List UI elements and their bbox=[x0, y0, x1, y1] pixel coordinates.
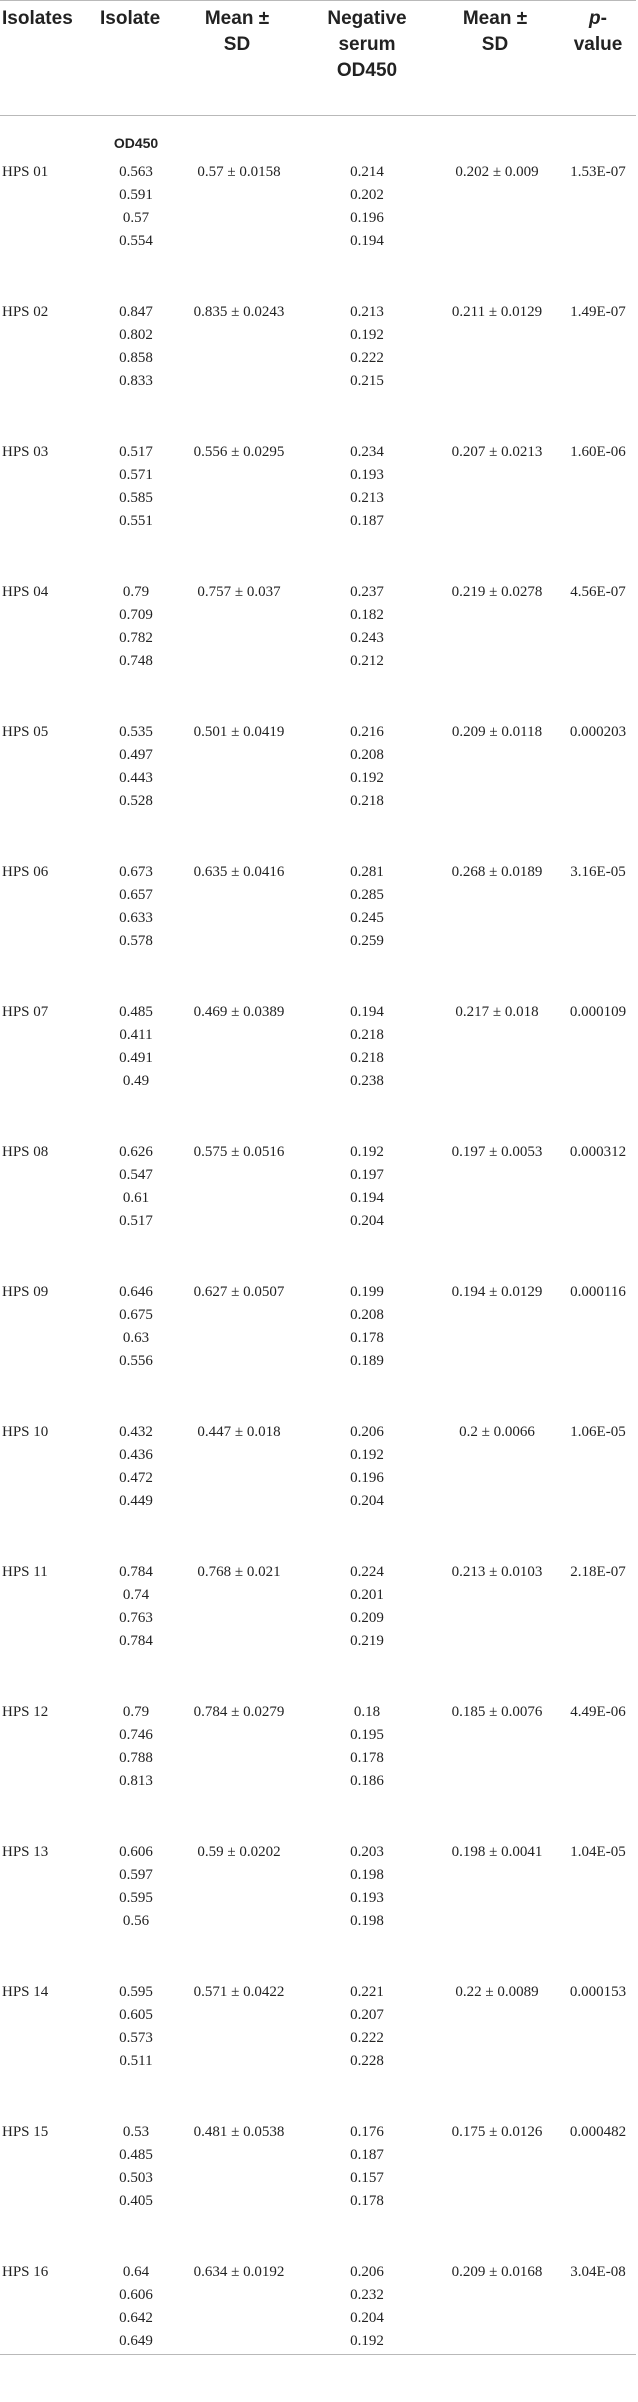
table-row-group bbox=[0, 1142, 636, 1282]
negative-mean-sd: 0.217 ± 0.018 bbox=[455, 1004, 539, 1020]
negative-serum-od450-value: 0.194 bbox=[350, 1190, 384, 1206]
negative-serum-od450-value: 0.204 bbox=[350, 2310, 384, 2326]
isolate-mean-sd: 0.635 ± 0.0416 bbox=[193, 864, 285, 880]
negative-serum-od450-value: 0.18 bbox=[353, 1704, 381, 1720]
isolate-od450-value: 0.411 bbox=[119, 1027, 153, 1043]
isolate-od450-value: 0.573 bbox=[119, 2030, 153, 2046]
header-mean-sd-line1: Mean ± bbox=[204, 8, 270, 29]
negative-mean-sd: 0.22 ± 0.0089 bbox=[455, 1984, 539, 2000]
negative-serum-od450-value: 0.193 bbox=[350, 467, 384, 483]
table-row-group bbox=[0, 2262, 636, 2402]
negative-serum-od450-value: 0.216 bbox=[350, 724, 384, 740]
negative-serum-od450-value: 0.218 bbox=[350, 1050, 384, 1066]
negative-mean-sd: 0.219 ± 0.0278 bbox=[451, 584, 543, 600]
p-value: 2.18E-07 bbox=[570, 1564, 626, 1580]
isolate-od450-value: 0.802 bbox=[119, 327, 153, 343]
isolate-mean-sd: 0.571 ± 0.0422 bbox=[193, 1984, 285, 2000]
negative-serum-od450-value: 0.207 bbox=[350, 2007, 384, 2023]
isolate-od450-value: 0.578 bbox=[119, 933, 153, 949]
negative-serum-od450-value: 0.197 bbox=[350, 1167, 384, 1183]
table-row-group bbox=[0, 722, 636, 862]
isolate-name: HPS 12 bbox=[2, 1704, 49, 1720]
isolate-od450-value: 0.571 bbox=[119, 467, 153, 483]
isolate-name: HPS 15 bbox=[2, 2124, 49, 2140]
header-p-value-line1 bbox=[562, 6, 634, 32]
isolate-od450-value: 0.61 bbox=[122, 1190, 150, 1206]
negative-mean-sd: 0.209 ± 0.0118 bbox=[451, 724, 543, 740]
table-row-group bbox=[0, 1842, 636, 1982]
isolate-od450-value: 0.633 bbox=[119, 910, 153, 926]
isolate-od450-value: 0.551 bbox=[119, 513, 153, 529]
isolate-mean-sd: 0.57 ± 0.0158 bbox=[197, 164, 281, 180]
p-value: 3.16E-05 bbox=[570, 864, 626, 880]
negative-serum-od450-value: 0.224 bbox=[350, 1564, 384, 1580]
header-neg-mean-sd bbox=[440, 6, 550, 58]
negative-mean-sd: 0.211 ± 0.0129 bbox=[451, 304, 543, 320]
isolate-mean-sd: 0.768 ± 0.021 bbox=[197, 1564, 281, 1580]
isolate-name: HPS 14 bbox=[2, 1984, 49, 2000]
isolate-od450-value: 0.709 bbox=[119, 607, 153, 623]
isolate-od450-value: 0.57 bbox=[122, 210, 150, 226]
header-negative-line2: serum bbox=[338, 34, 396, 55]
isolate-name: HPS 05 bbox=[2, 724, 49, 740]
isolate-od450-value: 0.595 bbox=[119, 1984, 153, 2000]
negative-serum-od450-value: 0.187 bbox=[350, 2147, 384, 2163]
table-row-group bbox=[0, 1982, 636, 2122]
p-value: 1.06E-05 bbox=[570, 1424, 626, 1440]
subheader-od450: OD450 bbox=[113, 135, 159, 151]
header-p-value bbox=[562, 6, 634, 58]
isolate-od450-value: 0.556 bbox=[119, 1353, 153, 1369]
isolate-od450-value: 0.432 bbox=[119, 1424, 153, 1440]
isolate-od450-value: 0.675 bbox=[119, 1307, 153, 1323]
isolate-od450-value: 0.535 bbox=[119, 724, 153, 740]
negative-serum-od450-value: 0.218 bbox=[350, 793, 384, 809]
p-value: 0.000203 bbox=[569, 724, 627, 740]
negative-serum-od450-value: 0.206 bbox=[350, 2264, 384, 2280]
negative-serum-od450-value: 0.192 bbox=[350, 770, 384, 786]
header-isolates-label: Isolates bbox=[2, 8, 73, 29]
header-negative-line1: Negative bbox=[327, 8, 407, 29]
negative-serum-od450-value: 0.206 bbox=[350, 1424, 384, 1440]
isolate-name: HPS 01 bbox=[2, 164, 49, 180]
isolate-od450-value: 0.858 bbox=[119, 350, 153, 366]
negative-serum-od450-value: 0.192 bbox=[350, 1144, 384, 1160]
p-value: 1.04E-05 bbox=[570, 1844, 626, 1860]
negative-serum-od450-value: 0.238 bbox=[350, 1073, 384, 1089]
isolate-od450-value: 0.49 bbox=[122, 1073, 150, 1089]
p-value: 4.49E-06 bbox=[570, 1704, 626, 1720]
isolate-od450-value: 0.53 bbox=[122, 2124, 150, 2140]
isolate-od450-value: 0.833 bbox=[119, 373, 153, 389]
negative-mean-sd: 0.202 ± 0.009 bbox=[455, 164, 539, 180]
isolate-name: HPS 08 bbox=[2, 1144, 49, 1160]
isolate-od450-value: 0.79 bbox=[122, 1704, 150, 1720]
isolate-od450-value: 0.585 bbox=[119, 490, 153, 506]
isolate-od450-value: 0.784 bbox=[119, 1633, 153, 1649]
header-isolates bbox=[2, 6, 92, 32]
p-value: 0.000153 bbox=[569, 1984, 627, 2000]
negative-serum-od450-value: 0.186 bbox=[350, 1773, 384, 1789]
table-row-group bbox=[0, 1002, 636, 1142]
isolate-od450-value: 0.64 bbox=[122, 2264, 150, 2280]
negative-serum-od450-value: 0.245 bbox=[350, 910, 384, 926]
isolate-od450-value: 0.517 bbox=[119, 1213, 153, 1229]
negative-serum-od450-value: 0.189 bbox=[350, 1353, 384, 1369]
isolate-mean-sd: 0.556 ± 0.0295 bbox=[193, 444, 285, 460]
isolate-mean-sd: 0.575 ± 0.0516 bbox=[193, 1144, 285, 1160]
negative-serum-od450-value: 0.202 bbox=[350, 187, 384, 203]
p-value: 0.000312 bbox=[569, 1144, 627, 1160]
table-row-group bbox=[0, 1422, 636, 1562]
negative-serum-od450-value: 0.192 bbox=[350, 2333, 384, 2349]
isolate-mean-sd: 0.469 ± 0.0389 bbox=[193, 1004, 285, 1020]
negative-serum-od450-value: 0.194 bbox=[350, 1004, 384, 1020]
isolate-od450-value: 0.597 bbox=[119, 1867, 153, 1883]
p-value: 0.000116 bbox=[570, 1284, 626, 1300]
table-row-group bbox=[0, 1702, 636, 1842]
negative-serum-od450-value: 0.192 bbox=[350, 327, 384, 343]
isolate-name: HPS 03 bbox=[2, 444, 49, 460]
negative-serum-od450-value: 0.221 bbox=[350, 1984, 384, 2000]
header-p-italic: p bbox=[589, 8, 601, 29]
p-value: 1.60E-06 bbox=[570, 444, 626, 460]
p-value: 0.000482 bbox=[569, 2124, 627, 2140]
table-row-group bbox=[0, 1282, 636, 1422]
isolate-mean-sd: 0.447 ± 0.018 bbox=[197, 1424, 281, 1440]
table-row-group bbox=[0, 862, 636, 1002]
isolate-od450-value: 0.642 bbox=[119, 2310, 153, 2326]
negative-serum-od450-value: 0.198 bbox=[350, 1913, 384, 1929]
header-p-value-line2: value bbox=[573, 34, 623, 55]
isolate-name: HPS 10 bbox=[2, 1424, 49, 1440]
isolate-od450-value: 0.626 bbox=[119, 1144, 153, 1160]
isolate-mean-sd: 0.59 ± 0.0202 bbox=[197, 1844, 281, 1860]
negative-mean-sd: 0.213 ± 0.0103 bbox=[451, 1564, 543, 1580]
negative-serum-od450-value: 0.182 bbox=[350, 607, 384, 623]
negative-mean-sd: 0.207 ± 0.0213 bbox=[451, 444, 543, 460]
isolate-mean-sd: 0.627 ± 0.0507 bbox=[193, 1284, 285, 1300]
isolate-name: HPS 02 bbox=[2, 304, 49, 320]
isolate-od450-value: 0.605 bbox=[119, 2007, 153, 2023]
header-neg-mean-sd-line1: Mean ± bbox=[462, 8, 528, 29]
negative-serum-od450-value: 0.243 bbox=[350, 630, 384, 646]
negative-serum-od450-value: 0.232 bbox=[350, 2287, 384, 2303]
isolate-od450-value: 0.763 bbox=[119, 1610, 153, 1626]
isolate-od450-value: 0.485 bbox=[119, 1004, 153, 1020]
header-bottom-rule bbox=[0, 115, 636, 116]
negative-mean-sd: 0.209 ± 0.0168 bbox=[451, 2264, 543, 2280]
isolate-od450-value: 0.517 bbox=[119, 444, 153, 460]
isolate-od450-value: 0.511 bbox=[119, 2053, 153, 2069]
isolate-od450-value: 0.788 bbox=[119, 1750, 153, 1766]
negative-mean-sd: 0.2 ± 0.0066 bbox=[459, 1424, 535, 1440]
negative-serum-od450-value: 0.212 bbox=[350, 653, 384, 669]
p-value: 0.000109 bbox=[569, 1004, 627, 1020]
isolate-od450-value: 0.528 bbox=[119, 793, 153, 809]
isolate-od450-value: 0.657 bbox=[119, 887, 153, 903]
p-value: 1.49E-07 bbox=[570, 304, 626, 320]
isolate-od450-value: 0.591 bbox=[119, 187, 153, 203]
isolate-od450-value: 0.491 bbox=[119, 1050, 153, 1066]
isolate-od450-value: 0.606 bbox=[119, 2287, 153, 2303]
isolate-mean-sd: 0.501 ± 0.0419 bbox=[193, 724, 285, 740]
isolate-od450-value: 0.547 bbox=[119, 1167, 153, 1183]
negative-serum-od450-value: 0.201 bbox=[350, 1587, 384, 1603]
header-mean-sd-line2: SD bbox=[223, 34, 251, 55]
negative-serum-od450-value: 0.199 bbox=[350, 1284, 384, 1300]
isolate-od450-value: 0.673 bbox=[119, 864, 153, 880]
negative-serum-od450-value: 0.192 bbox=[350, 1447, 384, 1463]
negative-serum-od450-value: 0.196 bbox=[350, 1470, 384, 1486]
isolate-mean-sd: 0.757 ± 0.037 bbox=[197, 584, 281, 600]
header-mean-sd bbox=[182, 6, 292, 58]
negative-serum-od450-value: 0.285 bbox=[350, 887, 384, 903]
isolate-od450-value: 0.56 bbox=[122, 1913, 150, 1929]
negative-serum-od450-value: 0.176 bbox=[350, 2124, 384, 2140]
negative-serum-od450-value: 0.208 bbox=[350, 747, 384, 763]
negative-serum-od450-value: 0.204 bbox=[350, 1493, 384, 1509]
header-negative-line3: OD450 bbox=[336, 60, 398, 81]
negative-serum-od450-value: 0.281 bbox=[350, 864, 384, 880]
isolate-od450-value: 0.847 bbox=[119, 304, 153, 320]
negative-serum-od450-value: 0.213 bbox=[350, 490, 384, 506]
negative-serum-od450-value: 0.193 bbox=[350, 1890, 384, 1906]
table-top-rule bbox=[0, 0, 636, 1]
isolate-od450-value: 0.606 bbox=[119, 1844, 153, 1860]
header-neg-mean-sd-line2: SD bbox=[481, 34, 509, 55]
negative-serum-od450-value: 0.203 bbox=[350, 1844, 384, 1860]
header-isolate-label: Isolate bbox=[100, 8, 161, 29]
table-row-group bbox=[0, 1562, 636, 1702]
isolate-od450-value: 0.503 bbox=[119, 2170, 153, 2186]
negative-serum-od450-value: 0.228 bbox=[350, 2053, 384, 2069]
isolate-od450-value: 0.646 bbox=[119, 1284, 153, 1300]
negative-serum-od450-value: 0.198 bbox=[350, 1867, 384, 1883]
negative-serum-od450-value: 0.209 bbox=[350, 1610, 384, 1626]
isolate-od450-value: 0.782 bbox=[119, 630, 153, 646]
table-row-group bbox=[0, 582, 636, 722]
negative-serum-od450-value: 0.187 bbox=[350, 513, 384, 529]
isolate-name: HPS 09 bbox=[2, 1284, 49, 1300]
isolate-od450-value: 0.443 bbox=[119, 770, 153, 786]
isolate-od450-value: 0.485 bbox=[119, 2147, 153, 2163]
negative-serum-od450-value: 0.178 bbox=[350, 1750, 384, 1766]
isolate-name: HPS 04 bbox=[2, 584, 49, 600]
negative-serum-od450-value: 0.214 bbox=[350, 164, 384, 180]
table-row-group bbox=[0, 442, 636, 582]
isolate-od450-value: 0.649 bbox=[119, 2333, 153, 2349]
isolate-mean-sd: 0.634 ± 0.0192 bbox=[193, 2264, 285, 2280]
negative-serum-od450-value: 0.178 bbox=[350, 2193, 384, 2209]
p-value: 3.04E-08 bbox=[570, 2264, 626, 2280]
isolate-od450-value: 0.563 bbox=[119, 164, 153, 180]
isolate-od450-value: 0.79 bbox=[122, 584, 150, 600]
isolate-od450-value: 0.436 bbox=[119, 1447, 153, 1463]
isolate-od450-value: 0.595 bbox=[119, 1890, 153, 1906]
negative-serum-od450-value: 0.215 bbox=[350, 373, 384, 389]
header-negative-serum bbox=[316, 6, 418, 84]
isolate-name: HPS 13 bbox=[2, 1844, 49, 1860]
negative-serum-od450-value: 0.213 bbox=[350, 304, 384, 320]
table-row-group bbox=[0, 302, 636, 442]
negative-serum-od450-value: 0.218 bbox=[350, 1027, 384, 1043]
negative-serum-od450-value: 0.194 bbox=[350, 233, 384, 249]
negative-serum-od450-value: 0.259 bbox=[350, 933, 384, 949]
isolate-od450-value: 0.74 bbox=[122, 1587, 150, 1603]
isolate-od450-value: 0.554 bbox=[119, 233, 153, 249]
header-p-dash: - bbox=[600, 8, 607, 29]
isolate-od450-value: 0.748 bbox=[119, 653, 153, 669]
negative-serum-od450-value: 0.178 bbox=[350, 1330, 384, 1346]
isolate-mean-sd: 0.481 ± 0.0538 bbox=[193, 2124, 285, 2140]
negative-serum-od450-value: 0.195 bbox=[350, 1727, 384, 1743]
p-value: 1.53E-07 bbox=[570, 164, 626, 180]
negative-serum-od450-value: 0.237 bbox=[350, 584, 384, 600]
negative-serum-od450-value: 0.219 bbox=[350, 1633, 384, 1649]
isolate-name: HPS 16 bbox=[2, 2264, 49, 2280]
negative-mean-sd: 0.194 ± 0.0129 bbox=[451, 1284, 543, 1300]
isolate-od450-value: 0.746 bbox=[119, 1727, 153, 1743]
isolate-od450-value: 0.497 bbox=[119, 747, 153, 763]
negative-mean-sd: 0.197 ± 0.0053 bbox=[451, 1144, 543, 1160]
table-row-group bbox=[0, 2122, 636, 2262]
negative-mean-sd: 0.185 ± 0.0076 bbox=[451, 1704, 543, 1720]
isolate-mean-sd: 0.835 ± 0.0243 bbox=[193, 304, 285, 320]
negative-serum-od450-value: 0.234 bbox=[350, 444, 384, 460]
isolate-name: HPS 07 bbox=[2, 1004, 49, 1020]
table-bottom-rule bbox=[0, 2354, 636, 2355]
table-row-group bbox=[0, 162, 636, 302]
isolate-name: HPS 11 bbox=[2, 1564, 48, 1580]
negative-serum-od450-value: 0.222 bbox=[350, 350, 384, 366]
p-value: 4.56E-07 bbox=[570, 584, 626, 600]
isolate-mean-sd: 0.784 ± 0.0279 bbox=[193, 1704, 285, 1720]
negative-mean-sd: 0.175 ± 0.0126 bbox=[451, 2124, 543, 2140]
isolate-name: HPS 06 bbox=[2, 864, 49, 880]
header-isolate bbox=[100, 6, 172, 32]
isolate-od450-value: 0.405 bbox=[119, 2193, 153, 2209]
negative-serum-od450-value: 0.196 bbox=[350, 210, 384, 226]
negative-serum-od450-value: 0.222 bbox=[350, 2030, 384, 2046]
negative-serum-od450-value: 0.208 bbox=[350, 1307, 384, 1323]
isolate-od450-value: 0.784 bbox=[119, 1564, 153, 1580]
isolate-od450-value: 0.63 bbox=[122, 1330, 150, 1346]
isolate-od450-value: 0.813 bbox=[119, 1773, 153, 1789]
negative-mean-sd: 0.198 ± 0.0041 bbox=[451, 1844, 543, 1860]
isolate-od450-value: 0.472 bbox=[119, 1470, 153, 1486]
isolate-od450-value: 0.449 bbox=[119, 1493, 153, 1509]
negative-serum-od450-value: 0.204 bbox=[350, 1213, 384, 1229]
negative-mean-sd: 0.268 ± 0.0189 bbox=[451, 864, 543, 880]
negative-serum-od450-value: 0.157 bbox=[350, 2170, 384, 2186]
